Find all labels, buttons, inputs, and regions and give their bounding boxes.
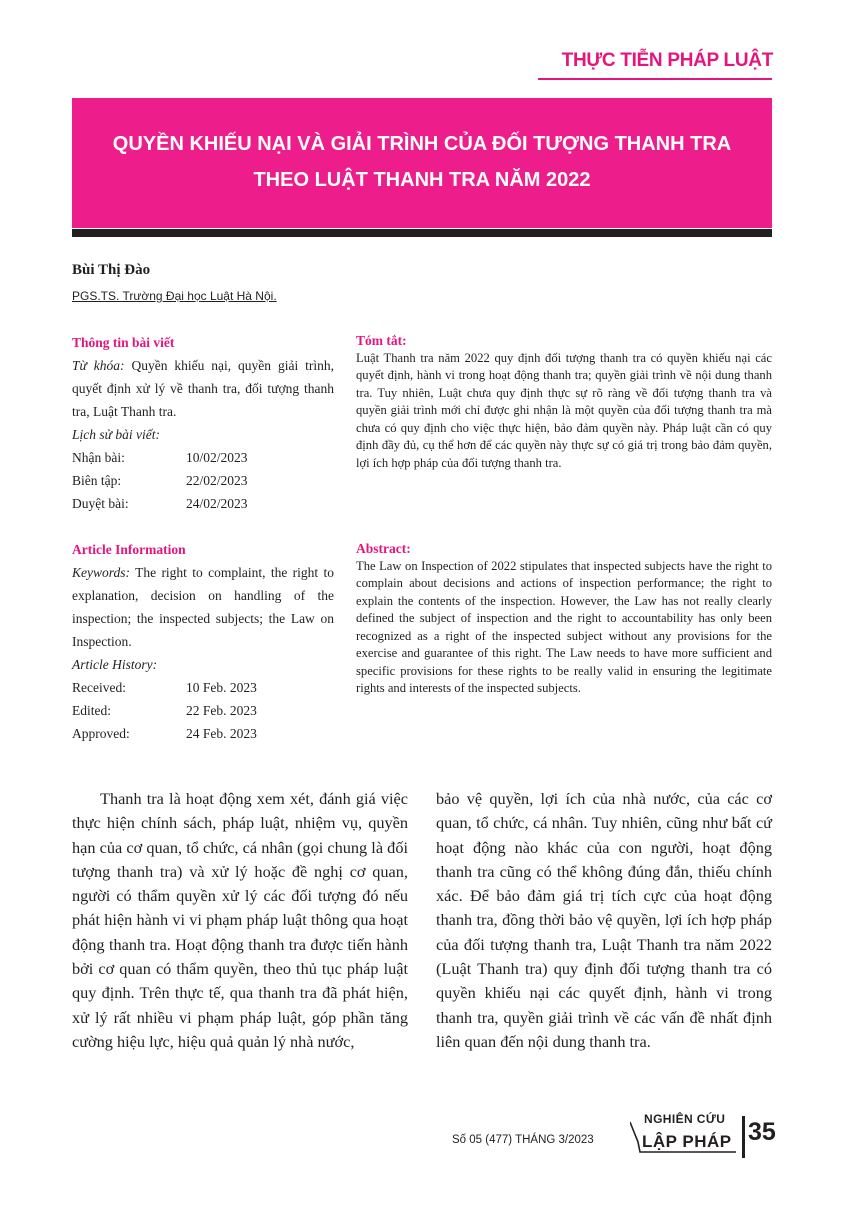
history-row-label: Duyệt bài: xyxy=(72,496,129,511)
history-label: Article History: xyxy=(72,657,158,672)
history-row-label: Approved: xyxy=(72,726,130,741)
article-info-en xyxy=(72,538,334,745)
keywords-label: Keywords: xyxy=(72,565,130,580)
keywords-text: The right to complaint, the right to explanation, decision on handling of the inspection; the inspected subjects; the Law on Inspection. xyxy=(72,565,334,649)
summary-text: Luật Thanh tra năm 2022 quy định đối tượng thanh tra có quyền khiếu nại các quyết định, hành vi trong hoạt động thanh tra; quyền giải trình về nội dung thanh tra. Tuy nhiên, Luật chưa quy định thực sự rõ ràng về đối tượng thanh tra và quyền giải trình mới chỉ được ghi nhận là một quyền của đối tượng thanh tra mà chưa có quy định cho việc thực hiện, bảo đảm quyền này. Pháp luật cần có quy định đầy đủ, cụ thể hơn để các quyền này thực sự có giá trị trong bảo đảm quyền, lợi ích hợp pháp của đối tượng thanh tra. xyxy=(356,350,772,470)
history-row-label: Received: xyxy=(72,680,126,695)
history-row xyxy=(72,676,334,699)
abstract-heading: Abstract: xyxy=(356,541,411,556)
author-affiliation: PGS.TS. Trường Đại học Luật Hà Nội. xyxy=(72,289,277,303)
history-row-label: Nhận bài: xyxy=(72,450,125,465)
journal-logo xyxy=(630,1112,738,1158)
history-row-date: 22 Feb. 2023 xyxy=(186,703,257,718)
history-label: Lịch sử bài viết: xyxy=(72,427,160,442)
article-info-vi xyxy=(72,331,334,515)
body-column-left: Thanh tra là hoạt động xem xét, đánh giá việc thực hiện chính sách, pháp luật, nhiệm vụ, quyền hạn của cơ quan, tổ chức, cá nhân (gọi chung là đối tượng thanh tra) và xử lý hoặc đề nghị cơ quan, người có thẩm quyền xử lý các đối tượng đó nếu phát hiện hành vi vi phạm pháp luật thông qua hoạt động thanh tra. Hoạt động thanh tra được tiến hành bởi cơ quan có thẩm quyền, theo thủ tục pháp luật quy định. Trên thực tế, qua thanh tra đã phát hiện, xử lý rất nhiều vi phạm pháp luật, góp phần tăng cường hiệu lực, hiệu quả quản lý nhà nước, xyxy=(72,789,408,1051)
history-row xyxy=(72,492,334,515)
history-row-date: 24 Feb. 2023 xyxy=(186,726,257,741)
journal-name-bottom: LẬP PHÁP xyxy=(642,1132,732,1151)
keywords-block xyxy=(72,561,334,653)
issue-info: Số 05 (477) THÁNG 3/2023 xyxy=(452,1134,594,1146)
history-row-label: Edited: xyxy=(72,703,111,718)
page-number: 35 xyxy=(748,1118,776,1146)
article-title-box xyxy=(72,98,772,228)
history-row xyxy=(72,446,334,469)
abstract-en xyxy=(356,540,772,698)
section-rule xyxy=(538,78,772,80)
history-row-label: Biên tập: xyxy=(72,473,122,488)
title-shadow-bar xyxy=(72,229,772,237)
history-row-date: 10/02/2023 xyxy=(186,450,248,465)
history-row-date: 22/02/2023 xyxy=(186,473,248,488)
history-row-date: 10 Feb. 2023 xyxy=(186,680,257,695)
section-label: THỰC TIỄN PHÁP LUẬT xyxy=(561,50,773,71)
summary-heading: Tóm tắt: xyxy=(356,333,407,348)
journal-name-top: NGHIÊN CỨU xyxy=(644,1112,726,1126)
footer-divider xyxy=(742,1116,745,1158)
history-row xyxy=(72,699,334,722)
abstract-text: The Law on Inspection of 2022 stipulates that inspected subjects have the right to complain about decisions and actions of inspection performance; the right to explain the contents of the inspection. However, the Law has not really clearly defined the subject of inspection and the right to accountability has only been recognized as a right of the inspected subject without any provisions for the exercise and guarantee of this right. The Law needs to have more sufficient and specific provisions for these rights to be really valid in ensuring the legitimate rights and interests of the inspected subjects. xyxy=(356,558,772,695)
body-column-right: bảo vệ quyền, lợi ích của nhà nước, của các cơ quan, tổ chức, cá nhân. Tuy nhiên, cũng như bất cứ hoạt động nào khác của con người, hoạt động thanh tra cũng có thể không đúng đắn, thiếu chính xác. Để bảo đảm giá trị tích cực của hoạt động thanh tra, đồng thời bảo vệ quyền, lợi ích hợp pháp của đối tượng thanh tra, Luật Thanh tra năm 2022 (Luật Thanh tra) quy định đối tượng thanh tra có quyền khiếu nại các quyết định, hành vi trong thanh tra, quyền giải trình về các vấn đề nhất định liên quan đến nội dung thanh tra. xyxy=(436,789,772,1051)
author-name: Bùi Thị Đào xyxy=(72,262,151,278)
article-title-line: QUYỀN KHIẾU NẠI VÀ GIẢI TRÌNH CỦA ĐỐI TƯỢNG THANH TRA xyxy=(112,133,732,155)
history-row-date: 24/02/2023 xyxy=(186,496,248,511)
history-row xyxy=(72,722,334,745)
keywords-label: Từ khóa: xyxy=(72,358,125,373)
article-info-heading: Article Information xyxy=(72,542,186,557)
history-row xyxy=(72,469,334,492)
keywords-block xyxy=(72,354,334,423)
keywords-text: Quyền khiếu nại, quyền giải trình, quyết định xử lý về thanh tra, đối tượng thanh tra, Luật Thanh tra. xyxy=(72,358,334,419)
article-title-line: THEO LUẬT THANH TRA NĂM 2022 xyxy=(253,169,591,191)
article-info-heading: Thông tin bài viết xyxy=(72,335,175,350)
summary-vi xyxy=(356,332,772,472)
